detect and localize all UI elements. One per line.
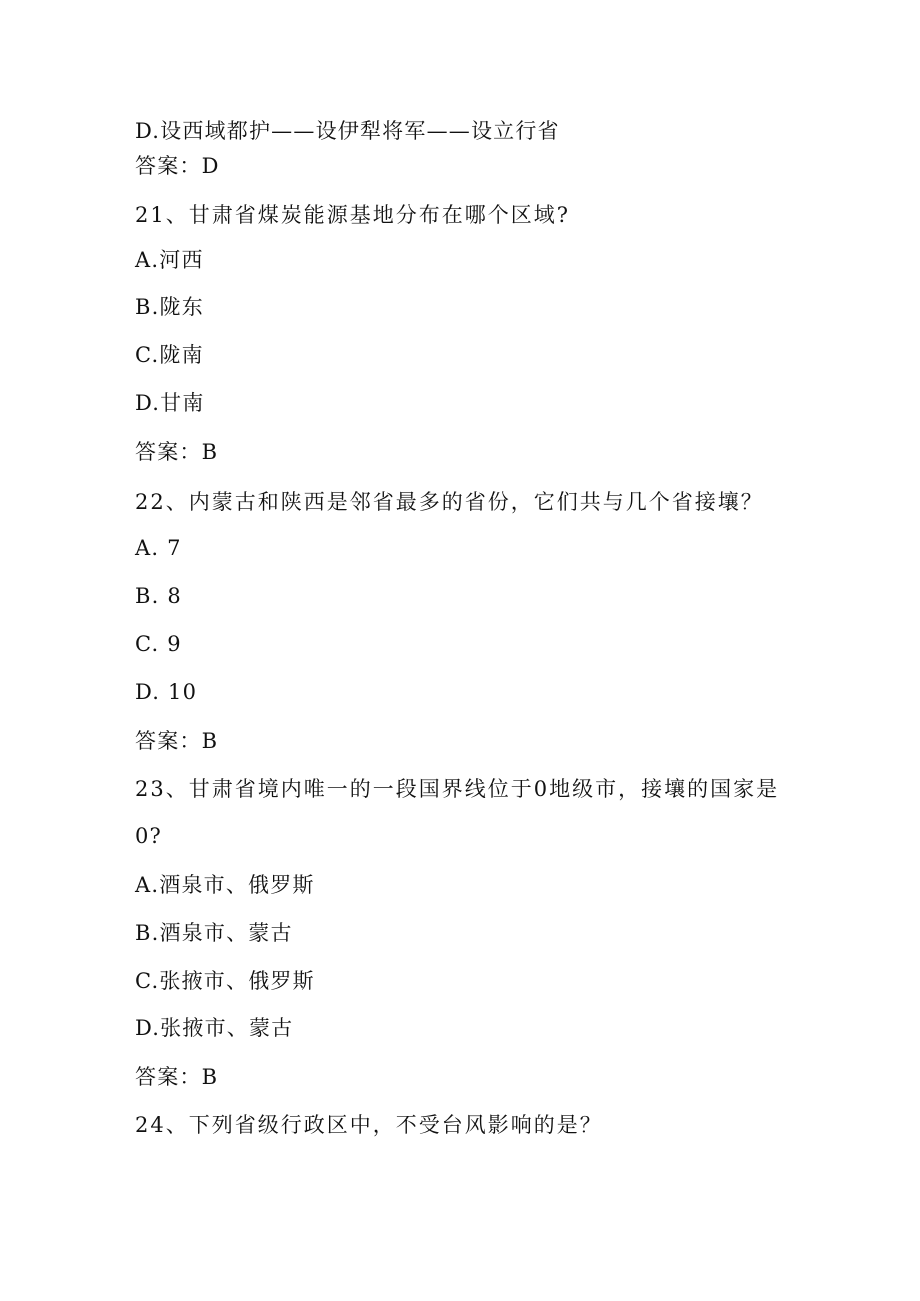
question-21: 21、甘肃省煤炭能源基地分布在哪个区域? <box>135 203 570 227</box>
q23-answer: 答案：B <box>135 1065 219 1089</box>
q23-option-a: A.酒泉市、俄罗斯 <box>135 873 315 897</box>
q22-option-a: A. 7 <box>135 536 182 560</box>
q22-answer: 答案：B <box>135 729 219 753</box>
q22-option-b: B. 8 <box>135 584 182 608</box>
question-24: 24、下列省级行政区中，不受台风影响的是？ <box>135 1113 603 1137</box>
question-23: 23、甘肃省境内唯一的一段国界线位于0地级市，接壤的国家是 <box>135 777 780 801</box>
q21-option-b: B.陇东 <box>135 295 204 319</box>
question-23-continued: 0? <box>135 824 163 848</box>
q22-option-c: C. 9 <box>135 632 182 656</box>
q22-option-d: D. 10 <box>135 680 198 704</box>
q23-option-b: B.酒泉市、蒙古 <box>135 921 293 945</box>
q21-option-a: A.河西 <box>135 248 204 272</box>
q21-option-d: D.甘南 <box>135 391 205 415</box>
q21-answer: 答案：B <box>135 440 219 464</box>
prev-answer: 答案：D <box>135 154 220 178</box>
prev-option-d: D.设西域都护——设伊犁将军——设立行省 <box>135 119 560 143</box>
q23-option-c: C.张掖市、俄罗斯 <box>135 969 315 993</box>
q23-option-d: D.张掖市、蒙古 <box>135 1016 294 1040</box>
question-22: 22、内蒙古和陕西是邻省最多的省份，它们共与几个省接壤？ <box>135 490 764 514</box>
q21-option-c: C.陇南 <box>135 343 204 367</box>
